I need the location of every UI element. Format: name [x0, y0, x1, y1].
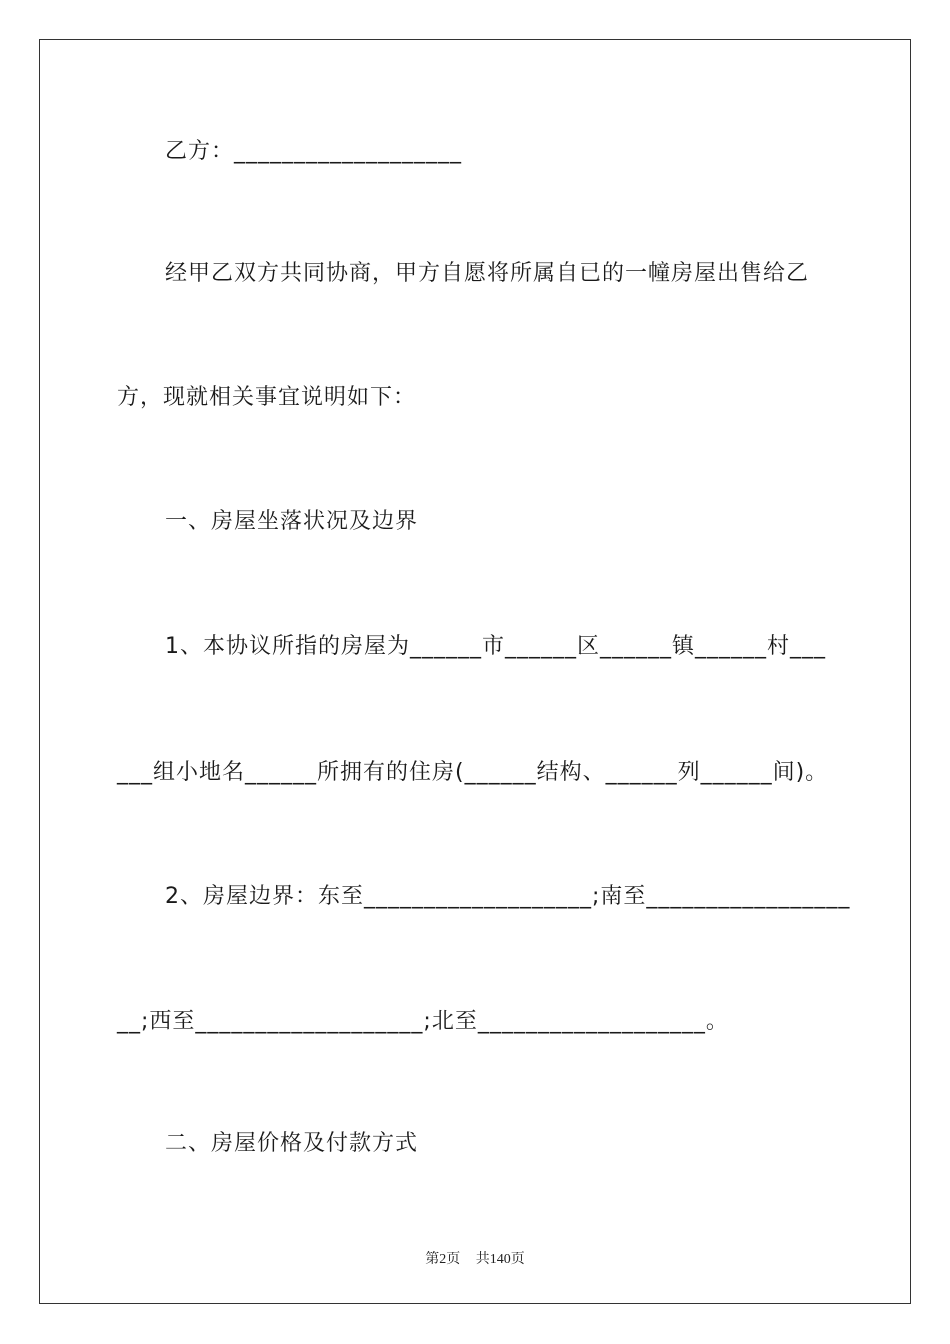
page-total: 共140页	[475, 1252, 525, 1267]
clause-2-line-2: __;西至___________________;北至___________________。	[117, 1009, 729, 1034]
page-number: 第2页	[425, 1252, 461, 1267]
page-footer	[0, 1248, 950, 1268]
intro-paragraph-line-2: 方，现就相关事宜说明如下：	[117, 385, 417, 410]
section-2-heading: 二、房屋价格及付款方式	[165, 1131, 419, 1156]
clause-2-line-1: 2、房屋边界：东至___________________;南至_________________	[165, 884, 851, 909]
section-1-heading: 一、房屋坐落状况及边界	[165, 509, 419, 534]
intro-paragraph-line-1: 经甲乙双方共同协商，甲方自愿将所属自已的一幢房屋出售给乙	[165, 261, 810, 286]
party-b-line: 乙方：___________________	[165, 139, 463, 164]
clause-1-line-1: 1、本协议所指的房屋为______市______区______镇______村___	[165, 634, 826, 659]
page-border	[39, 39, 911, 1304]
clause-1-line-2: ___组小地名______所拥有的住房(______结构、______列______间)。	[117, 760, 829, 785]
